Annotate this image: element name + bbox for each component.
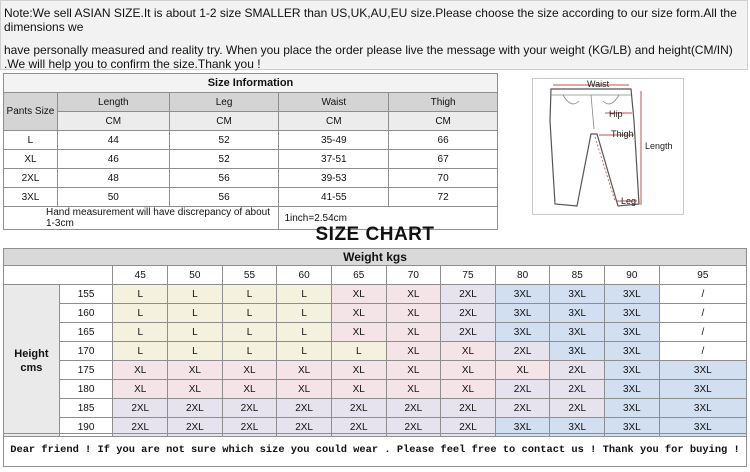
size-cell: L bbox=[168, 285, 223, 304]
size-cell: L bbox=[113, 304, 168, 323]
size-cell: 2XL bbox=[331, 418, 386, 437]
size-cell: 2XL bbox=[441, 323, 496, 342]
blank-header-cell bbox=[4, 266, 113, 285]
size-cell: 3XL bbox=[550, 342, 605, 361]
weight-header-70: 70 bbox=[386, 266, 441, 285]
size-label: XL bbox=[4, 150, 58, 169]
size-cell: L bbox=[113, 323, 168, 342]
size-cell: / bbox=[659, 342, 746, 361]
size-cell: 2XL bbox=[550, 380, 605, 399]
table-row bbox=[4, 188, 498, 207]
height-value: 185 bbox=[59, 399, 113, 418]
table-cell: 37-51 bbox=[279, 150, 389, 169]
size-cell: XL bbox=[331, 285, 386, 304]
size-label: 2XL bbox=[4, 169, 58, 188]
weight-title: Weight kgs bbox=[4, 249, 747, 266]
size-cell: 2XL bbox=[386, 399, 441, 418]
size-cell: XL bbox=[386, 323, 441, 342]
size-cell: XL bbox=[222, 361, 277, 380]
diagram-label-leg: Leg bbox=[621, 196, 637, 206]
height-value: 160 bbox=[59, 304, 113, 323]
table-cell: 56 bbox=[169, 169, 279, 188]
size-cell: 2XL bbox=[441, 304, 496, 323]
size-cell: 2XL bbox=[113, 399, 168, 418]
size-cell: 2XL bbox=[277, 399, 332, 418]
height-unit-text: cms bbox=[20, 361, 43, 374]
weight-header-60: 60 bbox=[277, 266, 332, 285]
table-cell: 70 bbox=[389, 169, 498, 188]
size-label: 3XL bbox=[4, 188, 58, 207]
size-cell: XL bbox=[277, 361, 332, 380]
size-cell: 2XL bbox=[550, 399, 605, 418]
size-cell: 3XL bbox=[605, 304, 660, 323]
table-cell: 39-53 bbox=[279, 169, 389, 188]
size-cell: 2XL bbox=[550, 361, 605, 380]
height-value: 155 bbox=[59, 285, 113, 304]
size-cell: XL bbox=[386, 285, 441, 304]
note-line-3: .We will help you to confirm the size.Thank you ! bbox=[4, 57, 261, 71]
size-cell: XL bbox=[168, 380, 223, 399]
size-cell: 2XL bbox=[222, 418, 277, 437]
table-cell: 46 bbox=[57, 150, 169, 169]
table-row bbox=[4, 150, 498, 169]
size-cell: 3XL bbox=[605, 323, 660, 342]
size-cell: L bbox=[222, 342, 277, 361]
measurement-footnote: Hand measurement will have discrepancy of about 1-3cm bbox=[4, 207, 279, 230]
size-cell: XL bbox=[495, 361, 550, 380]
note-line-2: have personally measured and reality try. When you place the order please live the message with your weight (KG/LB) and height(CM/IN) bbox=[4, 43, 733, 57]
table-cell: 52 bbox=[169, 150, 279, 169]
size-information-table bbox=[3, 73, 498, 230]
table-row bbox=[4, 399, 747, 418]
size-cell: 3XL bbox=[550, 323, 605, 342]
size-cell: 2XL bbox=[441, 399, 496, 418]
table-row bbox=[4, 285, 747, 304]
size-cell: 3XL bbox=[550, 285, 605, 304]
size-cell: XL bbox=[113, 380, 168, 399]
size-cell: XL bbox=[331, 323, 386, 342]
diagram-label-thigh: Thigh bbox=[611, 129, 634, 139]
table-cell: 52 bbox=[169, 131, 279, 150]
size-cell: 3XL bbox=[659, 380, 746, 399]
table-row bbox=[4, 361, 747, 380]
size-cell: XL bbox=[331, 304, 386, 323]
size-chart-title: SIZE CHART bbox=[315, 224, 435, 245]
column-waist: Waist bbox=[279, 93, 389, 112]
pants-icon bbox=[533, 79, 683, 214]
size-cell: L bbox=[222, 304, 277, 323]
size-cell: 3XL bbox=[659, 399, 746, 418]
size-cell: 3XL bbox=[495, 285, 550, 304]
size-cell: 2XL bbox=[113, 418, 168, 437]
size-cell: L bbox=[113, 342, 168, 361]
unit-cell: CM bbox=[389, 112, 498, 131]
inch-conversion: 1inch=2.54cm bbox=[279, 207, 498, 230]
size-cell: XL bbox=[386, 361, 441, 380]
weight-header-65: 65 bbox=[331, 266, 386, 285]
weight-header-80: 80 bbox=[495, 266, 550, 285]
table-cell: 72 bbox=[389, 188, 498, 207]
size-cell: XL bbox=[168, 361, 223, 380]
diagram-label-hip: Hip bbox=[609, 109, 623, 119]
size-cell: 2XL bbox=[277, 418, 332, 437]
weight-header-95: 95 bbox=[659, 266, 746, 285]
column-thigh: Thigh bbox=[389, 93, 498, 112]
size-cell: L bbox=[277, 304, 332, 323]
table-cell: 50 bbox=[57, 188, 169, 207]
unit-cell: CM bbox=[57, 112, 169, 131]
height-value: 190 bbox=[59, 418, 113, 437]
table-row bbox=[4, 323, 747, 342]
table-cell: 41-55 bbox=[279, 188, 389, 207]
size-cell: XL bbox=[331, 380, 386, 399]
size-cell: 3XL bbox=[550, 418, 605, 437]
size-cell: 3XL bbox=[659, 361, 746, 380]
size-cell: 3XL bbox=[550, 304, 605, 323]
diagram-label-waist: Waist bbox=[587, 79, 610, 89]
size-cell: 3XL bbox=[659, 418, 746, 437]
weight-header-75: 75 bbox=[441, 266, 496, 285]
size-cell: 2XL bbox=[168, 418, 223, 437]
size-cell: XL bbox=[386, 342, 441, 361]
size-cell: XL bbox=[386, 304, 441, 323]
size-cell: 3XL bbox=[495, 418, 550, 437]
size-cell: XL bbox=[222, 380, 277, 399]
size-note bbox=[0, 0, 748, 70]
weight-header-85: 85 bbox=[550, 266, 605, 285]
size-cell: 3XL bbox=[495, 323, 550, 342]
table-cell: 44 bbox=[57, 131, 169, 150]
size-cell: 2XL bbox=[495, 399, 550, 418]
table-row bbox=[4, 304, 747, 323]
size-cell: L bbox=[277, 342, 332, 361]
table-cell: 66 bbox=[389, 131, 498, 150]
weight-header-45: 45 bbox=[113, 266, 168, 285]
size-cell: 3XL bbox=[605, 399, 660, 418]
size-cell: 3XL bbox=[605, 361, 660, 380]
unit-cell: CM bbox=[279, 112, 389, 131]
size-cell: 3XL bbox=[605, 342, 660, 361]
weight-height-size-table bbox=[3, 248, 747, 437]
size-cell: 2XL bbox=[441, 418, 496, 437]
column-length: Length bbox=[57, 93, 169, 112]
size-cell: 2XL bbox=[168, 399, 223, 418]
table-cell: 56 bbox=[169, 188, 279, 207]
table-row bbox=[4, 169, 498, 188]
size-cell: 2XL bbox=[495, 380, 550, 399]
size-cell: / bbox=[659, 285, 746, 304]
size-cell: L bbox=[222, 323, 277, 342]
size-cell: L bbox=[168, 323, 223, 342]
size-cell: L bbox=[277, 285, 332, 304]
table-cell: 35-49 bbox=[279, 131, 389, 150]
size-cell: L bbox=[113, 285, 168, 304]
size-cell: 3XL bbox=[605, 380, 660, 399]
height-value: 165 bbox=[59, 323, 113, 342]
size-cell: XL bbox=[441, 342, 496, 361]
weight-header-90: 90 bbox=[605, 266, 660, 285]
size-cell: 2XL bbox=[331, 399, 386, 418]
table-row bbox=[4, 342, 747, 361]
diagram-label-length: Length bbox=[645, 141, 673, 151]
weight-header-50: 50 bbox=[168, 266, 223, 285]
size-cell: XL bbox=[441, 361, 496, 380]
size-cell: XL bbox=[277, 380, 332, 399]
size-cell: 3XL bbox=[605, 285, 660, 304]
height-value: 175 bbox=[59, 361, 113, 380]
size-cell: L bbox=[168, 342, 223, 361]
height-value: 170 bbox=[59, 342, 113, 361]
size-cell: 2XL bbox=[441, 285, 496, 304]
height-value: 180 bbox=[59, 380, 113, 399]
size-cell: 2XL bbox=[222, 399, 277, 418]
weight-header-55: 55 bbox=[222, 266, 277, 285]
unit-cell: CM bbox=[169, 112, 279, 131]
size-cell: 3XL bbox=[605, 418, 660, 437]
size-cell: 2XL bbox=[495, 342, 550, 361]
size-cell: 3XL bbox=[495, 304, 550, 323]
size-label: L bbox=[4, 131, 58, 150]
table-row bbox=[4, 131, 498, 150]
pants-measurement-diagram bbox=[532, 78, 684, 215]
table-cell: 67 bbox=[389, 150, 498, 169]
size-cell: XL bbox=[386, 380, 441, 399]
size-cell: XL bbox=[113, 361, 168, 380]
table-cell: 48 bbox=[57, 169, 169, 188]
pants-size-header: Pants Size bbox=[4, 93, 58, 131]
size-cell: 2XL bbox=[386, 418, 441, 437]
footer-message: Dear friend ! If you are not sure which size you could wear . Please feel free to contact us ! Thank you for buying ! bbox=[3, 433, 747, 467]
size-cell: L bbox=[222, 285, 277, 304]
table-row bbox=[4, 380, 747, 399]
size-cell: / bbox=[659, 304, 746, 323]
size-cell: XL bbox=[331, 361, 386, 380]
size-cell: L bbox=[331, 342, 386, 361]
size-information-title: Size Information bbox=[4, 74, 498, 93]
size-cell: L bbox=[168, 304, 223, 323]
column-leg: Leg bbox=[169, 93, 279, 112]
height-label-text: Height bbox=[14, 347, 49, 360]
size-cell: / bbox=[659, 323, 746, 342]
height-axis-label bbox=[4, 285, 60, 437]
size-cell: L bbox=[277, 323, 332, 342]
note-line-1: Note:We sell ASIAN SIZE.It is about 1-2 size SMALLER than US,UK,AU,EU size.Please choose the size according to our size form.All the dimensions we bbox=[4, 6, 737, 34]
size-cell: XL bbox=[441, 380, 496, 399]
